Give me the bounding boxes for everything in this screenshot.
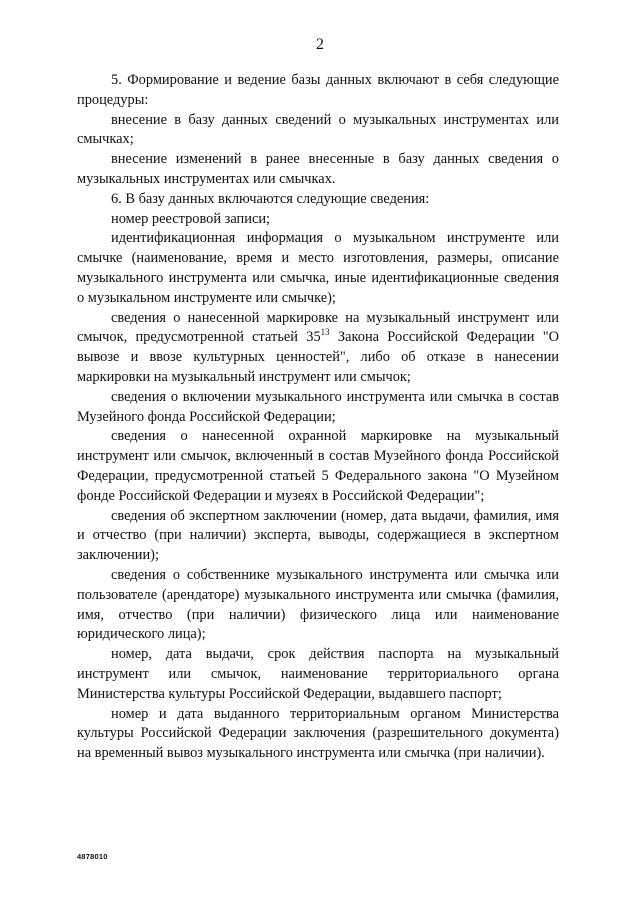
paragraph-item-6: 6. В базу данных включаются следующие сведения: <box>111 190 430 207</box>
page-number: 2 <box>316 36 324 53</box>
paragraph-protective-marking: сведения о нанесенной охранной маркировке на музыкальный инструмент или смычок, включенный в состав Музейного фонда Российской Федерации, предусмотренной статьей 5 Федерального закона "О Музейном фонде Российской Федерации и музеях в Российской Федерации"; <box>77 428 559 504</box>
paragraph-owner-info: сведения о собственнике музыкального инструмента или смычка или пользователе (арендаторе) музыкального инструмента или смычка (фамилия, имя, отчество (при наличии) физического лица или наименование юридического лица); <box>77 566 559 643</box>
paragraph-add-records: внесение в базу данных сведений о музыкальных инструментах или смычках; <box>77 111 559 148</box>
paragraph-marking-info <box>77 309 559 388</box>
paragraph-marking-text-start: сведения о нанесенной маркировке на музыкальный инструмент или смычок, предусмотренной статьей 35 <box>77 309 559 346</box>
document-code: 4878010 <box>77 852 108 861</box>
paragraph-export-permit: номер и дата выданного территориальным органом Министерства культуры Российской Федерации заключения (разрешительного документа) на временный вывоз музыкального инструмента или смычка (при наличии). <box>77 705 559 762</box>
paragraph-identification-info: идентификационная информация о музыкальном инструменте или смычке (наименование, время и место изготовления, размеры, описание музыкального инструмента или смычка, иные идентификационные сведения о музыкальном инструменте или смычке); <box>77 230 559 306</box>
article-superscript: 13 <box>320 327 330 338</box>
paragraph-museum-fund-inclusion: сведения о включении музыкального инструмента или смычка в состав Музейного фонда Российской Федерации; <box>77 388 559 425</box>
paragraph-item-5: 5. Формирование и ведение базы данных включают в себя следующие процедуры: <box>77 72 559 108</box>
paragraph-marking-text-end: Закона Российской Федерации "О вывозе и ввозе культурных ценностей", либо об отказе в нанесении маркировки на музыкальный инструмент или смычок; <box>77 329 559 385</box>
paragraph-registry-number: номер реестровой записи; <box>111 210 271 227</box>
paragraph-passport-info: номер, дата выдачи, срок действия паспорта на музыкальный инструмент или смычок, наименование территориального органа Министерства культуры Российской Федерации, выдавшего паспорт; <box>77 646 559 702</box>
paragraph-expert-conclusion: сведения об экспертном заключении (номер, дата выдачи, фамилия, имя и отчество (при наличии) эксперта, выводы, содержащиеся в экспертном заключении); <box>77 507 559 564</box>
paragraph-edit-records: внесение изменений в ранее внесенные в базу данных сведения о музыкальных инструментах или смычках. <box>77 151 559 187</box>
document-body <box>77 71 559 764</box>
